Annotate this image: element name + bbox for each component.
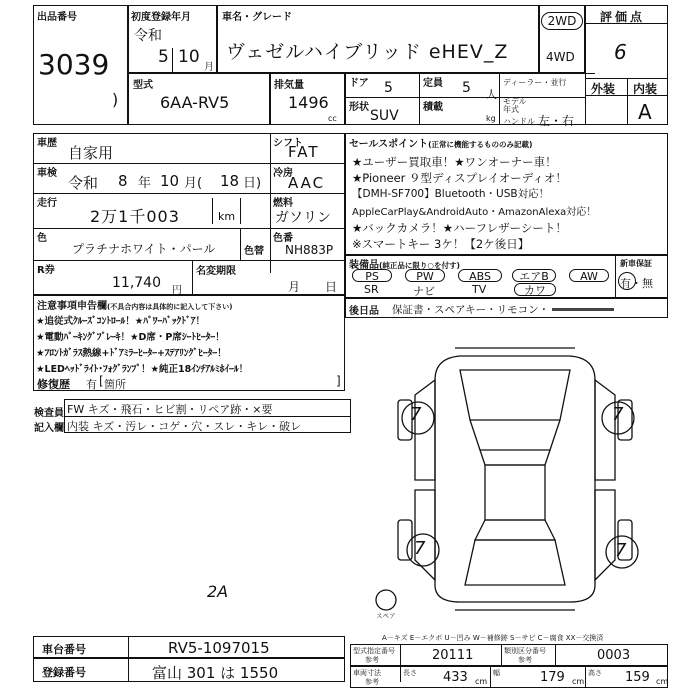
new-car-circle — [618, 272, 636, 290]
ac-value: AAC — [288, 174, 326, 192]
fuel-label: 燃料 — [273, 198, 293, 209]
sales-point-line: ※スマートキー 3ケ！【2ケ後日】 — [352, 237, 530, 251]
height-value: 159 — [625, 670, 650, 685]
fuel-value: ガソリン — [275, 210, 331, 226]
equip-leather: カワ — [514, 283, 556, 296]
length-unit: cm — [475, 677, 488, 686]
model-label: 型式 — [133, 80, 153, 91]
length-label: 長さ — [403, 669, 417, 677]
height-unit: cm — [656, 677, 669, 686]
sales-points-title: セールスポイント — [349, 139, 429, 150]
sales-points-sub: (正常に機能するもののみ記載) — [428, 140, 533, 149]
note-line: ★電動ﾊﾟｰｷﾝｸﾞﾌﾞﾚｰｷ！★D席・P席ｼｰﾄﾋｰﾀｰ！ — [36, 332, 225, 343]
recycle-value: 11,740 — [112, 275, 161, 291]
history-value: 自家用 — [68, 144, 114, 162]
month-unit: 月 — [204, 62, 214, 73]
spare-label: スペア — [376, 612, 396, 620]
sales-point-line: 【DMH-SF700】Bluetooth・USB対応！ — [352, 188, 550, 200]
first-reg-month: 10 — [178, 47, 200, 67]
km-unit: km — [218, 210, 236, 223]
inspector-label-top: 検査員 — [34, 408, 64, 419]
person-unit: 人 — [486, 88, 497, 101]
exterior-label: 外装 — [591, 82, 616, 96]
sales-point-line: ★Pioneer ９型ディスプレイオーディオ！ — [352, 171, 567, 185]
recycle-label: R券 — [37, 265, 55, 276]
equipment-sub: (純正品に限り○を付す) — [379, 261, 460, 270]
cc-unit: cc — [328, 114, 337, 123]
color-label: 色 — [37, 233, 47, 244]
handle-label: ハンドル — [503, 117, 535, 126]
sales-point-line: ★ユーザー買取車！★ワンオーナー車！ — [352, 155, 557, 169]
repair-value: 有 — [86, 378, 97, 391]
month-unit-2: 月( — [184, 176, 203, 191]
handwritten-note: 2A — [207, 582, 229, 601]
spare-tire — [376, 590, 396, 610]
chassis-value: RV5-1097015 — [168, 639, 270, 657]
later-items-label: 後日品 — [349, 306, 379, 317]
capacity-label: 定員 — [423, 78, 443, 89]
name-change-label: 名変期限 — [196, 266, 236, 277]
repair-bracket: [ — [99, 374, 104, 388]
displacement-value: 1496 — [288, 93, 329, 112]
later-items-scribble — [552, 308, 614, 311]
dealer-label: ディーラー・並行 — [503, 78, 567, 87]
lot-label: 出品番号 — [37, 12, 77, 23]
doors-label: ドア — [349, 78, 369, 89]
notes-sub: (不具合内容は具体的に記入して下さい) — [107, 303, 233, 311]
new-car-warranty-label: 新車保証 — [620, 259, 652, 268]
tire-mark-front-right: 7 — [612, 404, 624, 425]
color-value: プラチナホワイト・パール — [72, 242, 216, 256]
handle-value: 左・右 — [538, 114, 575, 128]
repair-label: 修復歴 — [37, 378, 70, 391]
history-label: 車歴 — [37, 138, 57, 149]
sales-point-line: AppleCarPlay&AndroidAuto・AmazonAlexa対応！ — [352, 207, 597, 218]
plate-value: 富山 301 は 1550 — [152, 664, 279, 682]
model-year-label: モデル年式 — [503, 97, 527, 114]
interior-label: 内装 — [633, 82, 658, 96]
shift-value: FAT — [288, 143, 320, 161]
plate-label: 登録番号 — [42, 666, 86, 679]
equip-aw: AW — [569, 269, 609, 282]
kg-unit: kg — [486, 114, 496, 123]
drive-2wd: 2WD — [541, 12, 583, 30]
grade-value: 6 — [614, 40, 627, 64]
equip-tv: TV — [472, 283, 487, 296]
equip-navi: ナビ — [413, 285, 435, 298]
type-no-value: 20111 — [432, 648, 474, 663]
new-car-warranty-value: 有・無 — [620, 277, 653, 290]
color-change-label: 色替 — [244, 246, 264, 257]
inspection-year: 8 — [118, 172, 128, 190]
tire-mark-front-left: 7 — [410, 404, 422, 425]
mileage-value: 2万1千003 — [90, 207, 180, 226]
mileage-label: 走行 — [37, 198, 57, 209]
capacity-value: 5 — [462, 80, 471, 96]
chassis-label: 車台番号 — [42, 643, 86, 656]
first-reg-label: 初度登録年月 — [131, 12, 191, 23]
day-unit: 日) — [243, 176, 262, 191]
inspection-date-label: 車検 — [37, 168, 57, 179]
length-value: 433 — [443, 670, 468, 685]
inspector-row-interior: 内装 キズ・汚レ・コゲ・穴・スレ・キレ・破レ — [67, 420, 302, 433]
shape-label: 形状 — [349, 102, 369, 113]
yen-unit: 円 — [172, 285, 182, 296]
equip-abs: ABS — [458, 269, 502, 282]
name-change-month: 月 — [288, 280, 301, 294]
type-no-label: 型式指定番号 — [353, 647, 395, 655]
load-label: 積載 — [423, 102, 443, 113]
doors-value: 5 — [384, 80, 393, 96]
interior-grade: A — [638, 100, 652, 124]
lot-mark: ) — [112, 90, 119, 109]
equip-sr: SR — [364, 283, 379, 296]
equip-pw: PW — [405, 269, 445, 282]
car-outline — [435, 356, 595, 602]
size-box — [350, 666, 668, 688]
category-value: 0003 — [597, 648, 631, 663]
tire-mark-rear-left: 7 — [414, 538, 426, 559]
height-label: 高さ — [588, 669, 602, 677]
shift-label: シフト — [273, 138, 303, 149]
width-label: 幅 — [493, 669, 500, 677]
category-ref: 参考 — [518, 656, 532, 664]
notes-label — [37, 297, 232, 312]
displacement-label: 排気量 — [274, 80, 304, 91]
equipment-title: 装備品 — [349, 260, 379, 271]
size-label: 車両寸法 — [353, 669, 381, 677]
repair-unit: 箇所 — [104, 378, 126, 391]
inspection-era: 令和 — [68, 174, 99, 192]
category-label: 類別区分番号 — [504, 647, 546, 655]
inspector-label-bottom: 記入欄 — [34, 423, 64, 434]
inspector-row-fw: FW キズ・飛石・ヒビ割・リペア跡・×要 — [67, 403, 273, 416]
ac-label: 冷房 — [273, 168, 293, 179]
repair-bracket-end: ] — [336, 374, 341, 388]
inspection-day: 18 — [220, 172, 240, 190]
size-ref: 参考 — [365, 678, 379, 686]
color-code-value: NH883P — [285, 243, 334, 257]
car-name: ヴェゼルハイブリッド eHEV_Z — [226, 41, 509, 63]
year-unit: 年 — [138, 176, 152, 191]
equip-airbag: エアB — [512, 269, 556, 282]
damage-legend: A－キズ E－エクボ U－凹み W－補修跡 S－サビ C－腐食 XX－交換済 — [382, 634, 604, 642]
tire-mark-rear-right: 7 — [615, 540, 627, 561]
note-line: ★ﾌﾛﾝﾄｶﾞﾗｽ熱線+ﾄﾞｱﾐﾗｰﾋｰﾀｰ+ｽﾃｱﾘﾝｸﾞﾋｰﾀｰ！ — [36, 348, 227, 359]
first-reg-year: 5 — [158, 47, 169, 67]
type-no-ref: 参考 — [365, 656, 379, 664]
car-diagram — [360, 340, 670, 620]
color-code-label: 色番 — [273, 233, 293, 244]
name-change-day: 日 — [325, 280, 338, 294]
lot-number: 3039 — [38, 48, 110, 81]
shape-value: SUV — [370, 108, 399, 124]
drive-4wd: 4WD — [546, 50, 575, 64]
note-line: ★LEDﾍｯﾄﾞﾗｲﾄ･ﾌｫｸﾞﾗﾝﾌﾟ！★純正18ｲﾝﾁｱﾙﾐﾎｲｰﾙ！ — [36, 364, 249, 375]
equip-ps: PS — [352, 269, 392, 282]
sales-point-line: ★バックカメラ！★ハーフレザーシート！ — [352, 221, 567, 235]
note-line: ★追従式ｸﾙｰｽﾞｺﾝﾄﾛｰﾙ！★ﾊﾟﾜｰﾊﾞｯｸﾄﾞｱ！ — [36, 316, 206, 327]
later-items-value: 保証書・スペアキー・リモコン・ — [392, 304, 550, 316]
notes-title: 注意事項申告欄 — [37, 301, 107, 312]
width-unit: cm — [572, 677, 585, 686]
model-value: 6AA-RV5 — [160, 93, 230, 112]
grade-label: 評価点 — [600, 10, 646, 24]
sales-points-label — [349, 135, 532, 150]
car-name-label: 車名・グレード — [222, 12, 292, 23]
first-reg-era: 令和 — [134, 28, 162, 44]
inspection-month: 10 — [160, 172, 180, 190]
width-value: 179 — [540, 670, 565, 685]
